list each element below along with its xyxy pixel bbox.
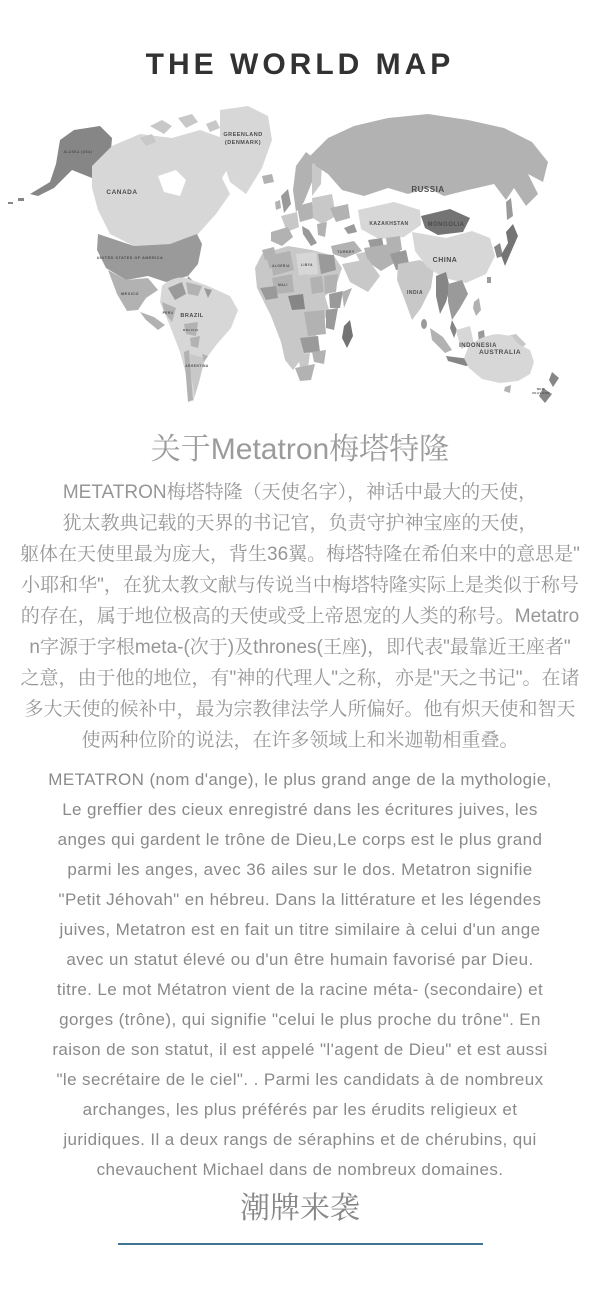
map-label-libya: LIBYA bbox=[301, 263, 313, 267]
map-label-mongolia: MONGOLIA bbox=[427, 222, 465, 228]
paragraph-line: raison de son statut, il est appelé "l'agent de Dieu" et est aussi bbox=[52, 1040, 548, 1059]
paragraph-line: juives, Metatron est en fait un titre similaire à celui d'un ange bbox=[59, 920, 541, 939]
map-label-alaska: ALASKA (USA) bbox=[63, 150, 93, 154]
paragraph-line: "Petit Jéhovah" en hébreu. Dans la littérature et les légendes bbox=[58, 890, 542, 909]
map-label-greenland-2: (DENMARK) bbox=[224, 140, 262, 146]
map-label-usa: UNITED STATES OF AMERICA bbox=[96, 256, 164, 260]
paragraph-line: avec un statut élevé ou d'un être humain favorisé par Dieu. bbox=[66, 950, 534, 969]
about-cn-heading: 关于Metatron梅塔特隆 bbox=[150, 433, 450, 466]
map-label-peru: PERU bbox=[162, 311, 174, 315]
paragraph-line: titre. Le mot Métatron vient de la racine méta- (secondaire) et bbox=[56, 980, 544, 999]
paragraph-line: gorges (trône), qui signifie "celui le plus proche du trône". En bbox=[59, 1010, 541, 1029]
map-label-australia: AUSTRALIA bbox=[478, 349, 522, 356]
footer-heading: 潮牌来袭 bbox=[240, 1192, 360, 1225]
map-label-bolivia: BOLIVIA bbox=[183, 328, 199, 332]
map-label-indonesia: INDONESIA bbox=[459, 343, 497, 349]
map-label-china: CHINA bbox=[432, 257, 458, 264]
map-label-mexico: MEXICO bbox=[121, 292, 139, 296]
paragraph-line: 多大天使的候补中，最为宗教律法学人所偏好。他有炽天使和智天 bbox=[24, 699, 576, 720]
map-label-india: INDIA bbox=[406, 290, 424, 296]
paragraph-line: 躯体在天使里最为庞大，背生36翼。梅塔特隆在希伯来中的意思是" bbox=[20, 544, 580, 565]
paragraph-line: anges qui gardent le trône de Dieu,Le corps est le plus grand bbox=[57, 830, 543, 849]
paragraph-line: parmi les anges, avec 36 ailes sur le dos. Metatron signifie bbox=[67, 860, 533, 879]
paragraph-line: archanges, les plus préférés par les érudits religieux et bbox=[82, 1100, 518, 1119]
paragraph-line: 小耶和华"，在犹太教文献与传说当中梅塔特隆实际上是类似于称号 bbox=[21, 575, 579, 596]
continent-south-america bbox=[160, 277, 238, 402]
page-title: THE WORLD MAP bbox=[145, 48, 455, 81]
paragraph-line: 使两种位阶的说法，在许多领域上和米迦勒相重叠。 bbox=[81, 730, 519, 751]
map-label-canada: CANADA bbox=[106, 189, 138, 196]
map-label-new-zealand: NEW bbox=[536, 387, 546, 391]
paragraph-line: Le greffier des cieux enregistré dans les écritures juives, les bbox=[62, 800, 538, 819]
map-label-turkey: TURKEY bbox=[337, 250, 355, 254]
map-label-argentina: ARGENTINA bbox=[185, 364, 209, 368]
paragraph-line: juridiques. Il a deux rangs de séraphins et de chérubins, qui bbox=[63, 1130, 537, 1149]
paragraph-line: chevauchent Michael dans de nombreux domaines. bbox=[96, 1160, 504, 1179]
map-label-greenland: GREENLAND bbox=[223, 132, 263, 138]
paragraph-line: METATRON梅塔特隆（天使名字），神话中最大的天使， bbox=[62, 482, 538, 503]
map-label-russia: RUSSIA bbox=[411, 185, 445, 194]
paragraph-line: n字源于字根meta-(次于)及thrones(王座)，即代表"最靠近王座者" bbox=[29, 637, 571, 658]
about-fr-paragraph bbox=[0, 765, 600, 1185]
map-label-mali: MALI bbox=[278, 283, 288, 287]
map-label-brazil: BRAZIL bbox=[180, 313, 204, 319]
world-map-image bbox=[0, 104, 600, 419]
paragraph-line: 之意，由于他的地位，有"神的代理人"之称，亦是"天之书记"。在诸 bbox=[20, 668, 580, 689]
map-label-algeria: ALGERIA bbox=[272, 264, 290, 268]
about-cn-paragraph bbox=[0, 477, 600, 756]
map-label-kazakhstan: KAZAKHSTAN bbox=[369, 221, 409, 227]
paragraph-line: 犹太教典记载的天界的书记官，负责守护神宝座的天使， bbox=[62, 513, 538, 534]
footer-divider bbox=[118, 1243, 483, 1245]
paragraph-line: "le secrétaire de le ciel". . Parmi les candidats à de nombreux bbox=[56, 1070, 544, 1089]
paragraph-line: 的存在，属于地位极高的天使或受上帝恩宠的人类的称号。Metatro bbox=[20, 606, 580, 627]
paragraph-line: METATRON (nom d'ange), le plus grand ange de la mythologie, bbox=[48, 770, 552, 789]
map-label-new-zealand-2: ZEALAND bbox=[532, 391, 550, 395]
